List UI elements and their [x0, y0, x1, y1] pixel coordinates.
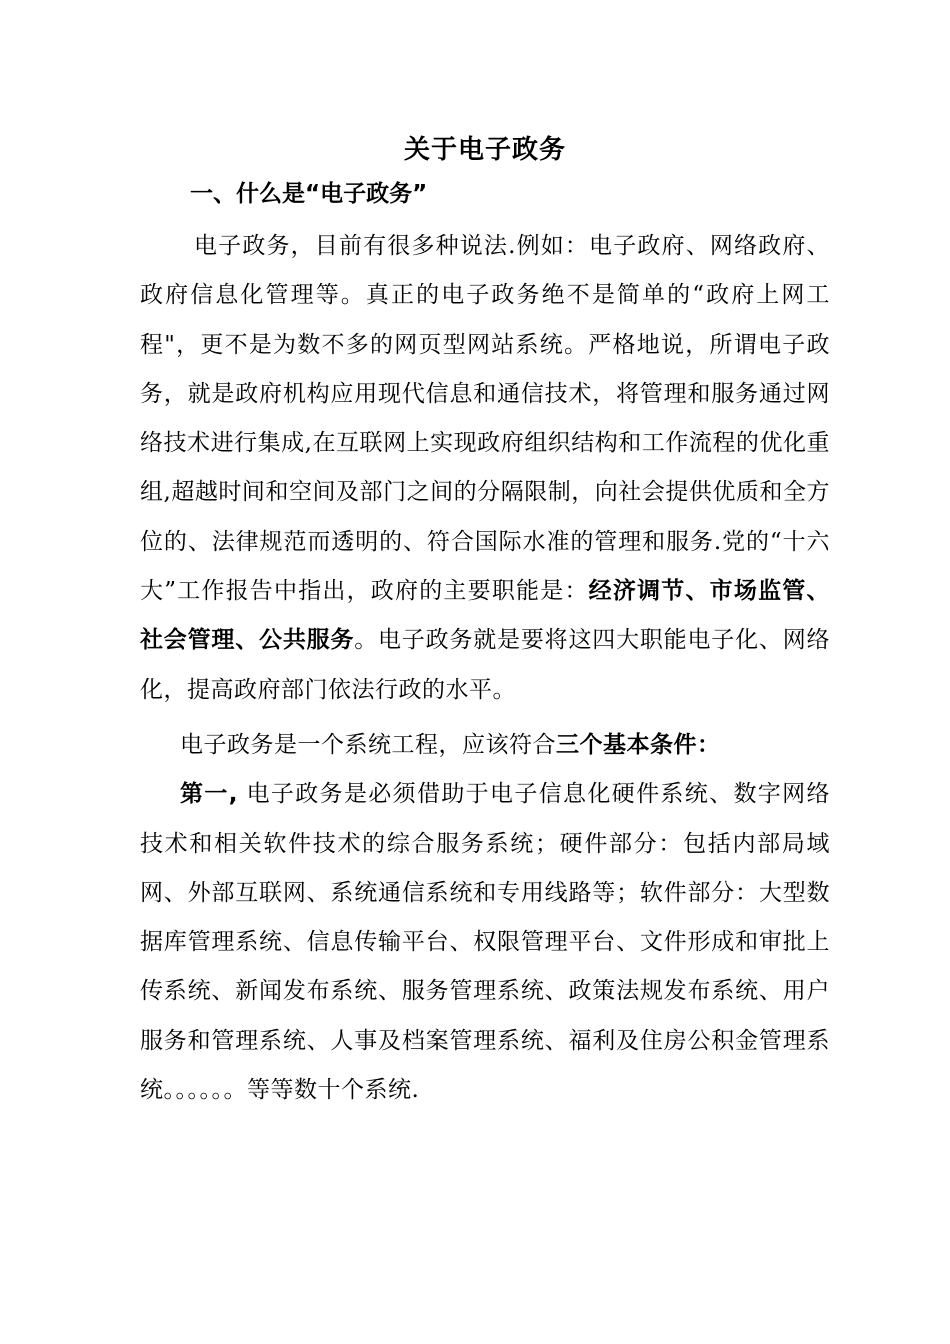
paragraph-bold-conditions: 三个基本条件：: [556, 731, 721, 758]
paragraph-text: 电子政务是一个系统工程，应该符合: [180, 731, 556, 758]
paragraph-definition: [140, 222, 830, 715]
paragraph-text: 。电子政务就是要将这四大职能电子化、网络化，提高政府部门依法行政的水平。: [140, 627, 831, 703]
paragraph-text: 电子政务，目前有很多种说法.例如：电子政府、网络政府、政府信息化管理等。真正的电子政务绝不是简单的“政府上网工程"，更不是为数不多的网页型网站系统。严格地说，所谓电子政务，就是政府机构应用现代信息和通信技术，将管理和服务通过网络技术进行集成,在互联网上实现政府组织结构和工作流程的优化重组,超越时间和空间及部门之间的分隔限制，向社会提供优质和全方位的、法律规范而透明的、符合国际水准的管理和服务.党的“十六大”工作报告中指出，政府的主要职能是：: [140, 233, 830, 605]
paragraph-text: 电子政务是必须借助于电子信息化硬件系统、数字网络技术和相关软件技术的综合服务系统；硬件部分：包括内部局域网、外部互联网、系统通信系统和专用线路等；软件部分：大型数据库管理系统、信息传输平台、权限管理平台、文件形成和审批上传系统、新闻发布系统、服务管理系统、政策法规发布系统、用户服务和管理系统、人事及档案管理系统、福利及住房公积金管理系统。。。。。。等等数十个系统.: [140, 781, 830, 1104]
paragraph-conditions-intro: [140, 721, 830, 770]
document-page: [140, 128, 830, 1115]
document-title: 关于电子政务: [403, 135, 566, 165]
paragraph-bold-functions: 经济调节、市场监管、社会管理、公共服务: [140, 578, 830, 654]
section-heading: 一、什么是“电子政务”: [190, 181, 428, 207]
paragraph-condition-first: [140, 770, 830, 1115]
paragraph-bold-first: 第一,: [180, 781, 238, 808]
